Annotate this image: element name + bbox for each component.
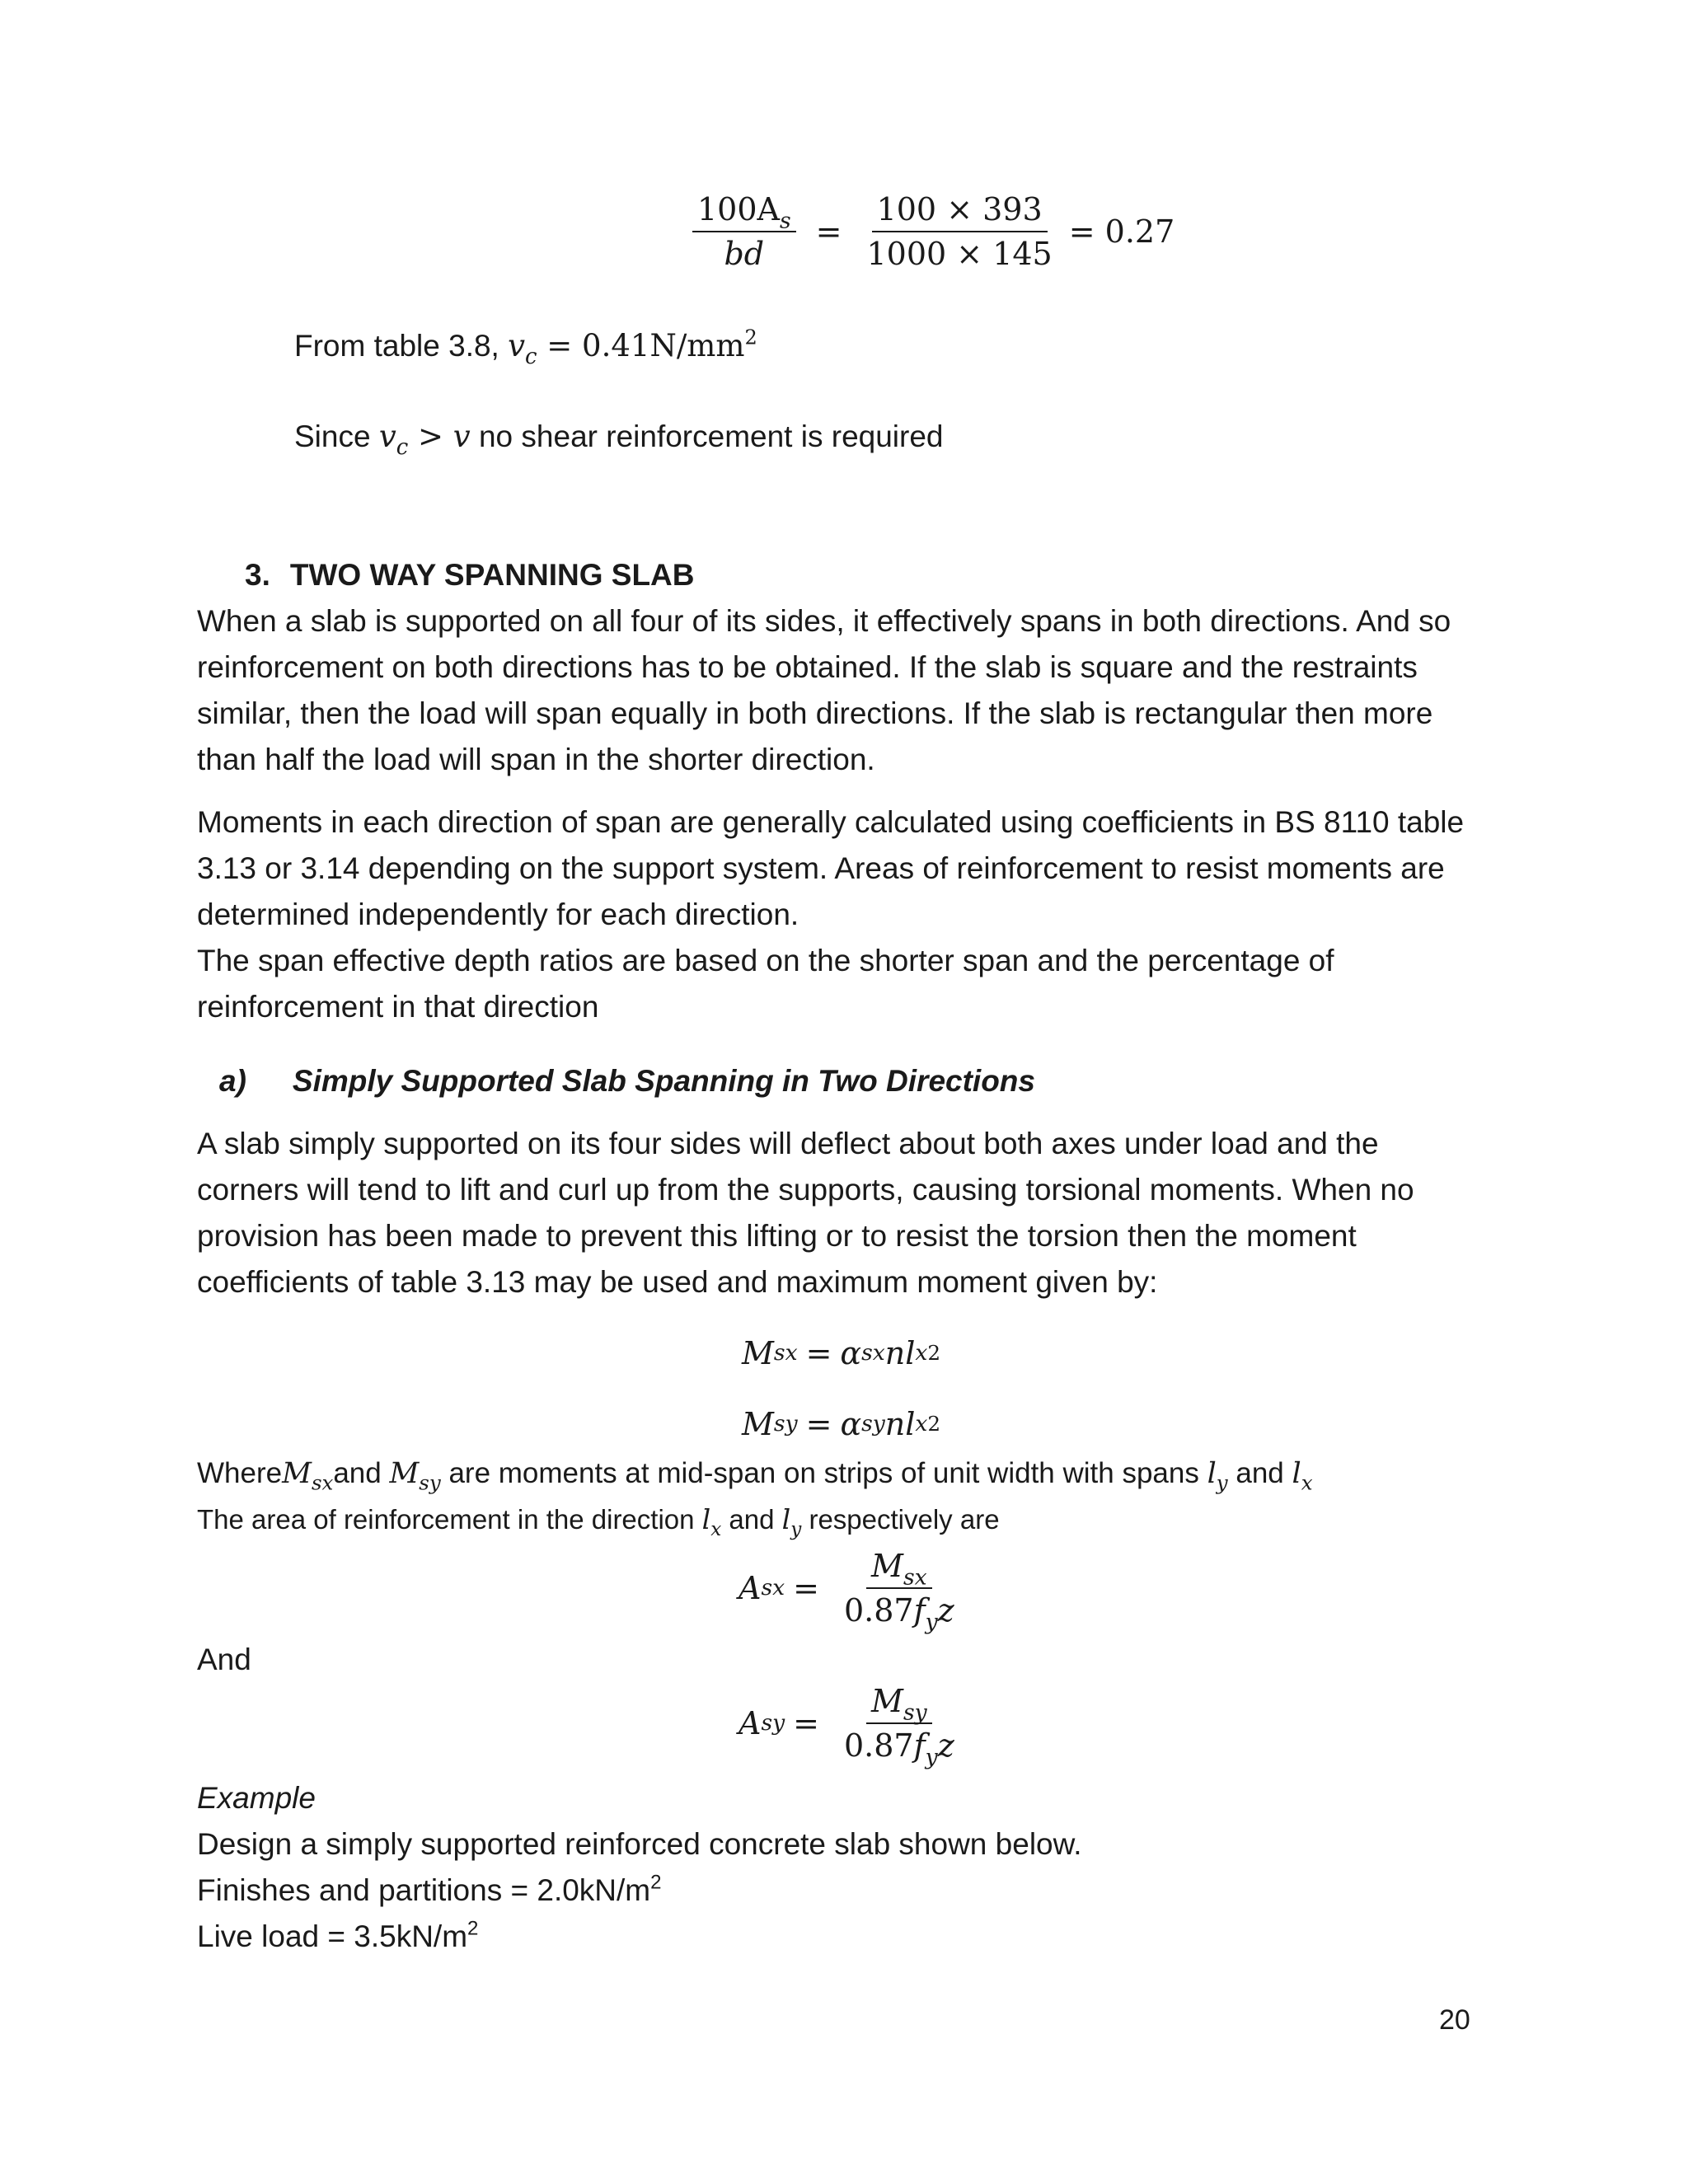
- subsection-heading: a) Simply Supported Slab Spanning in Two Directions: [219, 1064, 1035, 1098]
- example-block: [197, 1775, 1082, 1960]
- fraction-numeric: $\frac{100 \times 393}{1000 \times 145}$: [866, 191, 1053, 272]
- equation-asy: A sy = $\frac{M_{sy}}{0.87f_yz}$: [738, 1683, 971, 1764]
- example-label: Example: [197, 1781, 316, 1815]
- equation-result: = 0.27: [1068, 213, 1175, 250]
- section-heading: 3. TWO WAY SPANNING SLAB: [245, 558, 695, 592]
- example-line-3: Live load = $3.5kN/m^2$: [197, 1917, 479, 1953]
- page-number: 20: [1439, 2004, 1470, 2036]
- fraction-asy: $\frac{M_{sy}}{0.87f_yz}$: [843, 1683, 954, 1770]
- paragraph-two-way-intro: When a slab is supported on all four of its sides, it effectively spans in both directions. And so reinforcement on both directions has to be obtained. If the slab is square and the restraints similar, then the load will span equally in both directions. If the slab is rectangular then more than half the load will span in the shorter direction.: [197, 604, 1451, 776]
- shear-conclusion-line: Since $v_c > v$ no shear reinforcement is required: [294, 419, 944, 461]
- table-reference-line: From table 3.8, $v_c = 0.41N/mm^2$: [294, 326, 757, 370]
- fraction-asx: $\frac{M_{sx}}{0.87f_yz}$: [843, 1548, 954, 1635]
- area-definition-line: The area of reinforcement in the direction $l_x$ and $l_y$ respectively are: [197, 1503, 1000, 1541]
- example-line-1: Design a simply supported reinforced concrete slab shown below.: [197, 1827, 1082, 1861]
- example-line-2: Finishes and partitions = $2.0kN/m^2$: [197, 1871, 662, 1907]
- paragraph-moments: Moments in each direction of span are generally calculated using coefficients in BS 8110 table 3.13 or 3.14 depending on the support system. Areas of reinforcement to resist moments are determined independently for each direction. The span effective depth ratios are based on the shorter span and the percentage of reinforcement in that direction: [197, 805, 1465, 1024]
- equation-msx: M sx = α sx nl x 2: [742, 1335, 941, 1371]
- equation-steel-ratio: $\frac{100A_s}{bd}$ = $\frac{100 \times 393}{1000 \times 145}$ = 0.27: [681, 191, 1175, 272]
- paragraph-simply-supported: A slab simply supported on its four sides will deflect about both axes under load and the corners will tend to lift and curl up from the supports, causing torsional moments. When no provision has been made to prevent this lifting or to resist the torsion then the moment coefficients of table 3.13 may be used and maximum moment given by:: [197, 1127, 1414, 1299]
- fraction-100as-bd: $\frac{100A_s}{bd}$: [692, 191, 796, 272]
- equation-asx: A sx = $\frac{M_{sx}}{0.87f_yz}$: [738, 1548, 971, 1629]
- equation-msy: M sy = α sy nl x 2: [742, 1406, 941, 1442]
- and-word: And: [197, 1643, 251, 1676]
- where-definition-line: WhereM$_{sx}$and $M_{sy}$ are moments at mid-span on strips of unit width with spans $l_y$ and $l_x$: [197, 1457, 1313, 1495]
